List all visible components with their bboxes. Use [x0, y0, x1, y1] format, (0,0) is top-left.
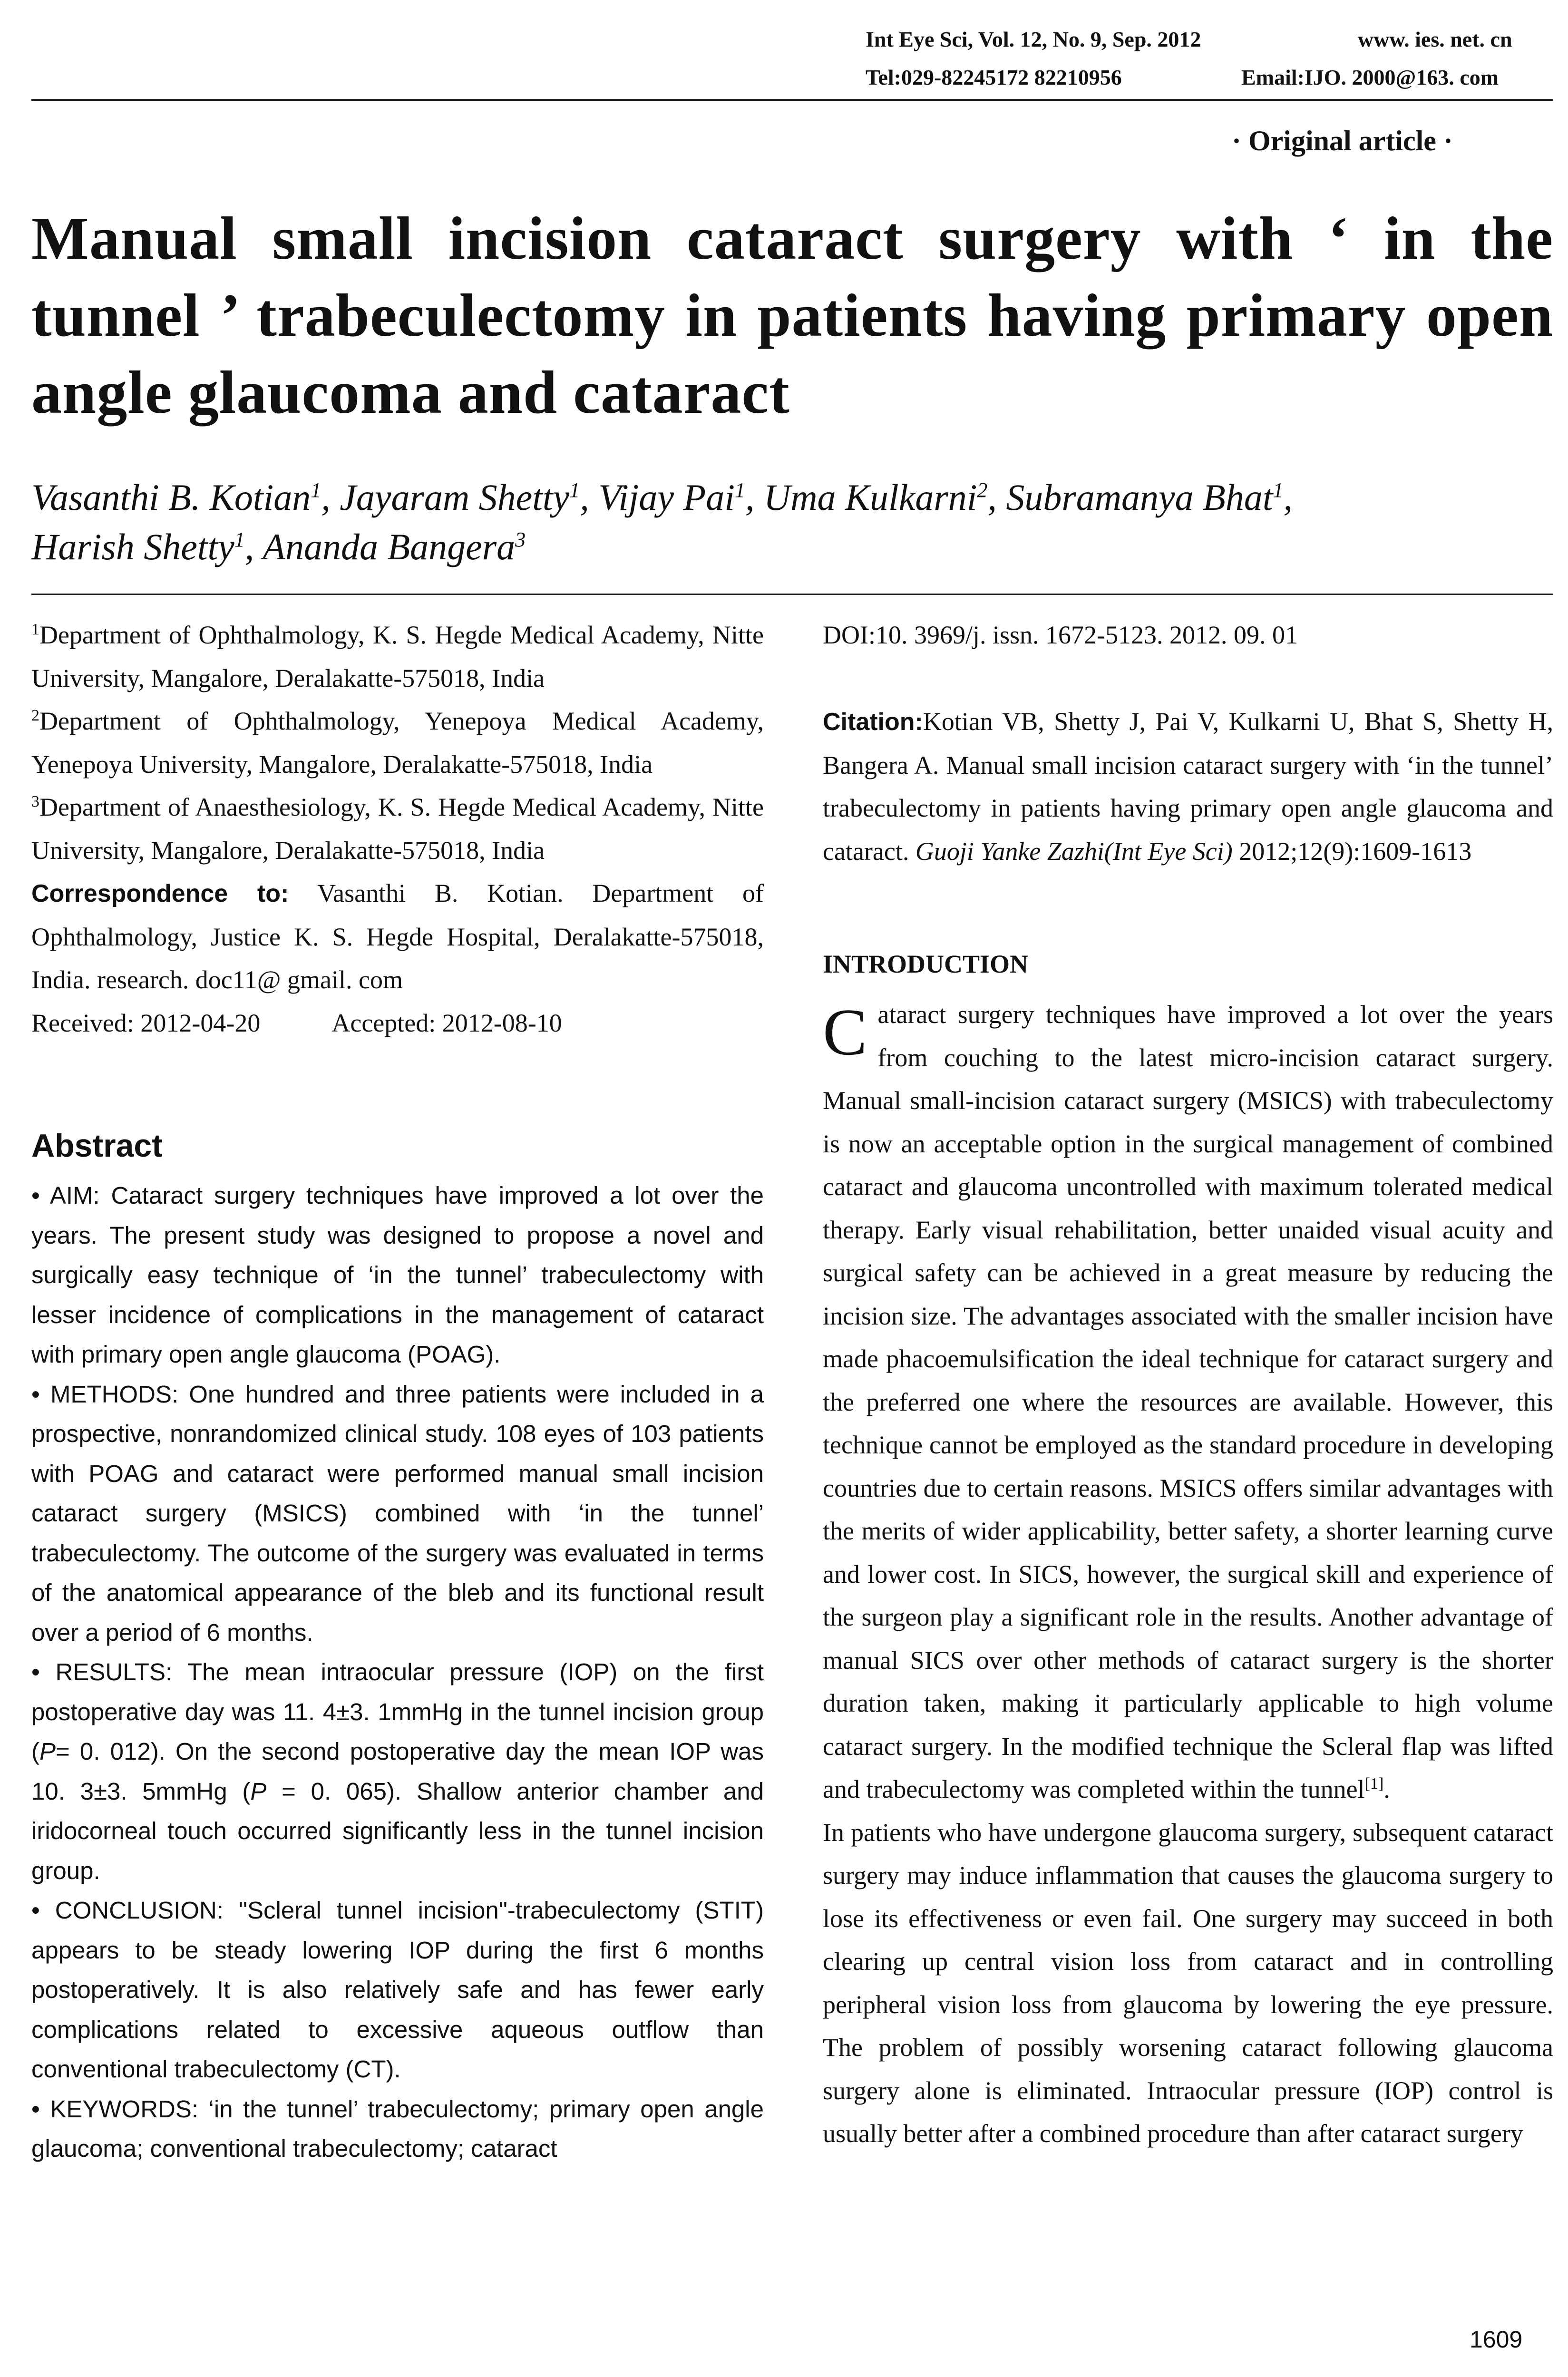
- p-value-symbol: P: [250, 1777, 267, 1805]
- p-value-symbol: P: [39, 1738, 56, 1765]
- affiliation-number: 2: [31, 707, 39, 724]
- introduction-body: [823, 993, 1553, 2155]
- article-type: · Original article ·: [1232, 125, 1453, 156]
- affiliations: [31, 614, 764, 1044]
- introduction-heading: INTRODUCTION: [823, 950, 1029, 978]
- drop-cap: C: [823, 995, 867, 1069]
- doi: DOI:10. 3969/j. issn. 1672-5123. 2012. 09. 01: [823, 621, 1298, 649]
- introduction-para: [823, 993, 1553, 1811]
- author-aff: 1: [569, 478, 580, 502]
- received-date: Received: 2012-04-20: [31, 1008, 261, 1037]
- affiliation: [31, 614, 764, 700]
- introduction-text: .: [1383, 1775, 1390, 1803]
- results-text: = 0. 012). On the second postoperative day the mean IOP was 10. 3±3. 5mmHg (: [31, 1738, 764, 1805]
- author-list: Vasanthi B. Kotian$^1$, Jayaram Shetty$^1$, Vijay Pai$^1$, Uma Kulkarni$^2$, Subramanya Bhat$^1$, Harish Shetty$^1$, Ananda Bangera$^3$: [31, 477, 1293, 567]
- aim-label: AIM:: [49, 1182, 100, 1209]
- journal-email: Email:IJO. 2000@163. com: [1241, 65, 1499, 89]
- affiliation-number: 1: [31, 621, 39, 638]
- keywords-label: KEYWORDS:: [50, 2095, 199, 2123]
- aim-text: Cataract surgery techniques have improved a lot over the years. The present study was designed to propose a novel and surgically easy technique of ‘in the tunnel’ trabeculectomy with lesser incidence of complications in the management of cataract with primary open angle glaucoma (POAG).: [31, 1182, 764, 1368]
- citation-text: Kotian VB, Shetty J, Pai V, Kulkarni U, Bhat S, Shetty H, Bangera A. Manual small incision cataract surgery with ‘in the tunnel’ trabeculectomy in patients having primary open angle glaucoma and cataract.: [823, 707, 1553, 866]
- reference-marker: [1]: [1364, 1775, 1384, 1792]
- introduction-para: [823, 1811, 1553, 2155]
- author: Uma Kulkarni: [763, 477, 977, 518]
- author-aff: 1: [311, 478, 321, 502]
- journal-website: www. ies. net. cn: [1358, 27, 1512, 51]
- author: Jayaram Shetty: [340, 477, 570, 518]
- conclusion-label: CONCLUSION:: [55, 1897, 224, 1924]
- methods-label: METHODS:: [50, 1380, 179, 1408]
- results-text: = 0. 065). Shallow anterior chamber and iridocorneal touch occurred significantly less in the tunnel incision group.: [31, 1777, 764, 1884]
- abstract-body: [31, 1176, 764, 2169]
- dates: [31, 1002, 764, 1045]
- abstract-keywords: • KEYWORDS: ‘in the tunnel’ trabeculectomy; primary open angle glaucoma; conventional trabeculectomy; cataract: [31, 2095, 764, 2162]
- introduction-text: In patients who have undergone glaucoma surgery, subsequent cataract surgery may induce inflammation that causes the glaucoma surgery to lose its effectiveness or even fail. One surgery may succeed in both clearing up central vision loss from cataract and in controlling peripheral vision loss from glaucoma by lowering the eye pressure. The problem of possibly worsening cataract following glaucoma surgery alone is eliminated. Intraocular pressure (IOP) control is usually better after a combined procedure than after cataract surgery: [823, 1818, 1553, 2148]
- author: Harish Shetty: [31, 526, 234, 567]
- header-rule: [31, 99, 1553, 101]
- author-aff: 2: [977, 478, 988, 502]
- correspondence: [31, 872, 764, 1002]
- keywords-text: ‘in the tunnel’ trabeculectomy; primary open angle glaucoma; conventional trabeculectomy; cataract: [31, 2095, 764, 2162]
- citation-label: Citation:: [823, 708, 923, 736]
- authors-rule: [31, 594, 1553, 595]
- author: Vijay Pai: [598, 477, 735, 518]
- abstract-conclusion: • CONCLUSION: "Scleral tunnel incision"-trabeculectomy (STIT) appears to be steady lowering IOP during the first 6 months postoperatively. It is also relatively safe and has fewer early complications related to excessive aqueous outflow than conventional trabeculectomy (CT).: [31, 1897, 764, 2083]
- author-aff: 1: [234, 528, 245, 551]
- author: Vasanthi B. Kotian: [31, 477, 311, 518]
- citation-journal: Guoji Yanke Zazhi(Int Eye Sci): [915, 837, 1233, 866]
- results-label: RESULTS:: [55, 1658, 173, 1685]
- conclusion-text: "Scleral tunnel incision"-trabeculectomy (STIT) appears to be steady lowering IOP during the first 6 months postoperatively. It is also relatively safe and has fewer early complications related to excessive aqueous outflow than conventional trabeculectomy (CT).: [31, 1897, 764, 2083]
- affiliation-text: Department of Anaesthesiology, K. S. Hegde Medical Academy, Nitte University, Mangalore, Deralakatte-575018, India: [31, 793, 764, 865]
- methods-text: One hundred and three patients were included in a prospective, nonrandomized clinical study. 108 eyes of 103 patients with POAG and cataract were performed manual small incision cataract surgery (MSICS) combined with ‘in the tunnel’ trabeculectomy. The outcome of the surgery was evaluated in terms of the anatomical appearance of the bleb and its functional result over a period of 6 months.: [31, 1380, 764, 1646]
- abstract-results: • RESULTS: The mean intraocular pressure (IOP) on the first postoperative day was 11. 4±3. 1mmHg in the tunnel incision group (P= 0. 012). On the second postoperative day the mean IOP was 10. 3±3. 5mmHg (P = 0. 065). Shallow anterior chamber and iridocorneal touch occurred significantly less in the tunnel incision group.: [31, 1658, 764, 1884]
- author-aff: 1: [734, 478, 745, 502]
- author: Ananda Bangera: [263, 526, 516, 567]
- correspondence-label: Correspondence to:: [31, 880, 289, 907]
- affiliation: [31, 700, 764, 786]
- accepted-date: Accepted: 2012-08-10: [331, 1008, 562, 1037]
- results-text: The mean intraocular pressure (IOP) on the first postoperative day was 11. 4±3. 1mmHg in the tunnel incision group (: [31, 1658, 764, 1765]
- affiliation-text: Department of Ophthalmology, Yenepoya Medical Academy, Yenepoya University, Mangalore, Deralakatte-575018, India: [31, 707, 764, 779]
- affiliation: [31, 786, 764, 872]
- correspondence-text: Vasanthi B. Kotian. Department of Ophthalmology, Justice K. S. Hegde Hospital, Deralakatte-575018, India. research. doc11@ gmail. com: [31, 879, 764, 994]
- author-aff: 3: [515, 528, 526, 551]
- citation: [823, 700, 1553, 873]
- abstract-methods: • METHODS: One hundred and three patients were included in a prospective, nonrandomized clinical study. 108 eyes of 103 patients with POAG and cataract were performed manual small incision cataract surgery (MSICS) combined with ‘in the tunnel’ trabeculectomy. The outcome of the surgery was evaluated in terms of the anatomical appearance of the bleb and its functional result over a period of 6 months.: [31, 1380, 764, 1646]
- page-number: 1609: [1470, 2326, 1523, 2353]
- author-aff: 1: [1273, 478, 1284, 502]
- affiliation-text: Department of Ophthalmology, K. S. Hegde Medical Academy, Nitte University, Mangalore, Deralakatte-575018, India: [31, 621, 764, 692]
- abstract-heading: Abstract: [31, 1128, 163, 1164]
- journal-tel: Tel:029-82245172 82210956: [866, 65, 1122, 89]
- author: Subramanya Bhat: [1006, 477, 1273, 518]
- abstract-aim: • AIM: Cataract surgery techniques have improved a lot over the years. The present study was designed to propose a novel and surgically easy technique of ‘in the tunnel’ trabeculectomy with lesser incidence of complications in the management of cataract with primary open angle glaucoma (POAG).: [31, 1182, 764, 1368]
- citation-ref: 2012;12(9):1609-1613: [1239, 837, 1472, 866]
- journal-line: Int Eye Sci, Vol. 12, No. 9, Sep. 2012: [866, 27, 1201, 51]
- affiliation-number: 3: [31, 793, 39, 810]
- article-title: Manual small incision cataract surgery with ‘ in the tunnel ’ trabeculectomy in patients having primary open angle glaucoma and cataract: [31, 205, 1553, 426]
- introduction-text: ataract surgery techniques have improved a lot over the years from couching to the latest micro-incision cataract surgery. Manual small-incision cataract surgery (MSICS) with trabeculectomy is now an acceptable option in the surgical management of combined cataract and glaucoma uncontrolled with maximum tolerated medical therapy. Early visual rehabilitation, better unaided visual acuity and surgical safety can be achieved in a great measure by reducing the incision size. The advantages associated with the smaller incision have made phacoemulsification the ideal technique for cataract surgery and the preferred one where the resources are available. However, this technique cannot be employed as the standard procedure in developing countries due to certain reasons. MSICS offers similar advantages with the merits of wider applicability, better safety, a shorter learning curve and lower cost. In SICS, however, the surgical skill and experience of the surgeon play a significant role in the results. Another advantage of manual SICS over other methods of cataract surgery is the shorter duration taken, making it particularly applicable to high volume cataract surgery. In the modified technique the Scleral flap was lifted and trabeculectomy was completed within the tunnel: [823, 1000, 1553, 1803]
